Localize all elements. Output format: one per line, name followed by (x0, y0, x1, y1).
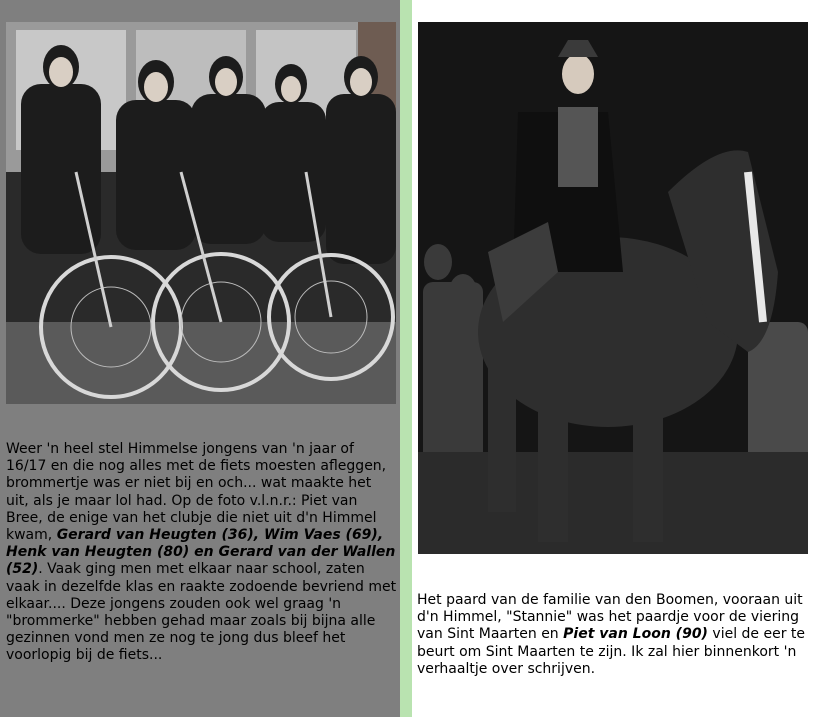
caption-names-bold: Piet van Loon (90) (563, 626, 708, 643)
bicycle-group-photo (6, 22, 396, 404)
horse-photo-caption (417, 592, 811, 678)
caption-names-bold: Gerard van Heugten (36), Wim Vaes (69), Henk van Heugten (80) en Gerard van der Wallen (52) (6, 527, 396, 578)
right-panel (412, 0, 814, 717)
left-panel (0, 0, 400, 717)
photo-boy-on-horse-icon (418, 22, 808, 554)
caption-text: viel de eer te beurt om Sint Maarten te zijn. Ik zal hier binnenkort 'n verhaaltje over schrijven. (417, 626, 806, 677)
horse-rider-photo (418, 22, 808, 554)
caption-text: . Vaak ging men met elkaar naar school, zaten vaak in dezelfde klas en raakte zodoende bevriend met elkaar.... Deze jongens zouden ook wel graag 'n "brommerke" hebben gehad maar zoals bij bijna alle gezinnen vond men ze nog te jong dus bleef het voorlopig bij de fiets... (6, 561, 397, 664)
bicycle-photo-caption (6, 441, 398, 665)
photo-boys-with-bicycles-icon (6, 22, 396, 404)
panel-divider (400, 0, 412, 717)
caption-text: Het paard van de familie van den Boomen, vooraan uit d'n Himmel, "Stannie" was het paardje voor de viering van Sint Maarten en (417, 592, 803, 643)
caption-text: Weer 'n heel stel Himmelse jongens van 'n jaar of 16/17 en die nog alles met de fiets moesten afleggen, brommertje was er niet bij en och... wat maakte het uit, als je maar lol had. Op de foto v.l.n.r.: Piet van Bree, de enige van het clubje die niet uit d'n Himmel kwam, (6, 441, 387, 544)
